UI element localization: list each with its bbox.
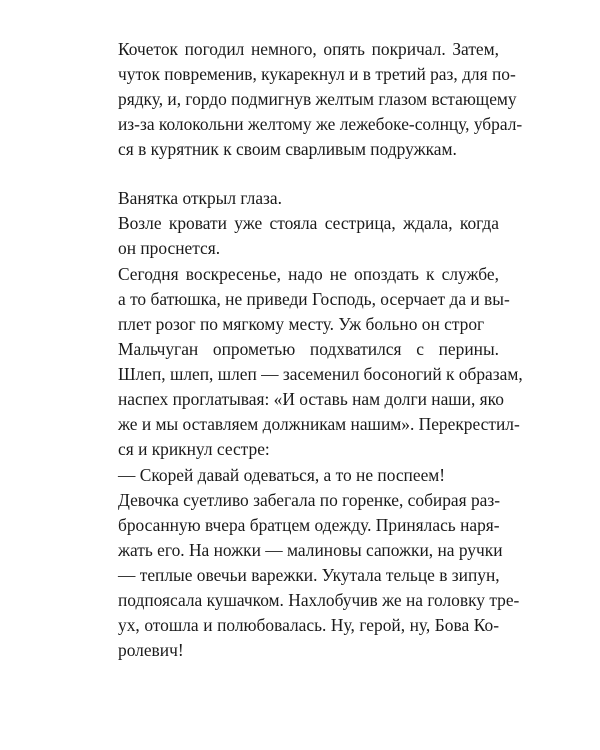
text-line: наспех проглатывая: «И оставь нам долги наши, яко [118, 389, 504, 409]
text-line: ух, отошла и полюбовалась. Ну, герой, ну, Бова Ко- [118, 615, 499, 635]
text-line: Девочка суетливо забегала по горенке, собирая раз- [118, 490, 501, 510]
text-line: а то батюшка, не приведи Господь, осерчает да и вы- [118, 289, 510, 309]
text-line: Шлеп, шлеп, шлеп — засеменил босоногий к образам, [118, 364, 523, 384]
text-line: Мальчуган опрометью подхватился с перины. [118, 339, 499, 359]
text-line: Возле кровати уже стояла сестрица, ждала, когда [118, 213, 499, 233]
text-line: Кочеток погодил немного, опять покричал. Затем, [118, 39, 499, 59]
text-line: Ванятка открыл глаза. [118, 188, 282, 208]
text-line: же и мы оставляем должникам нашим». Перекрестил- [118, 414, 520, 434]
text-line: ролевич! [118, 640, 184, 660]
text-line: жать его. На ножки — малиновы сапожки, на ручки [118, 540, 503, 560]
text-line: подпоясала кушачком. Нахлобучив же на головку тре- [118, 590, 520, 610]
text-line: он проснется. [118, 238, 221, 258]
text-line: ся и крикнул сестре: [118, 439, 270, 459]
text-line: бросанную вчера братцем одежду. Принялась наря- [118, 515, 500, 535]
text-line: плет розог по мягкому месту. Уж больно он строг [118, 314, 485, 334]
text-line: чуток повременив, кукарекнул и в третий раз, для по- [118, 64, 516, 84]
text-line: из-за колокольни желтому же лежебоке-солнцу, убрал- [118, 114, 523, 134]
text-line: — Скорей давай одеваться, а то не поспеем! [118, 465, 446, 485]
text-line: — теплые овечьи варежки. Укутала тельце в зипун, [118, 565, 500, 585]
text-line: ся в курятник к своим сварливым подружкам. [118, 139, 457, 159]
text-line: рядку, и, гордо подмигнув желтым глазом встающему [118, 89, 517, 109]
text-line: Сегодня воскресенье, надо не опоздать к службе, [118, 264, 499, 284]
